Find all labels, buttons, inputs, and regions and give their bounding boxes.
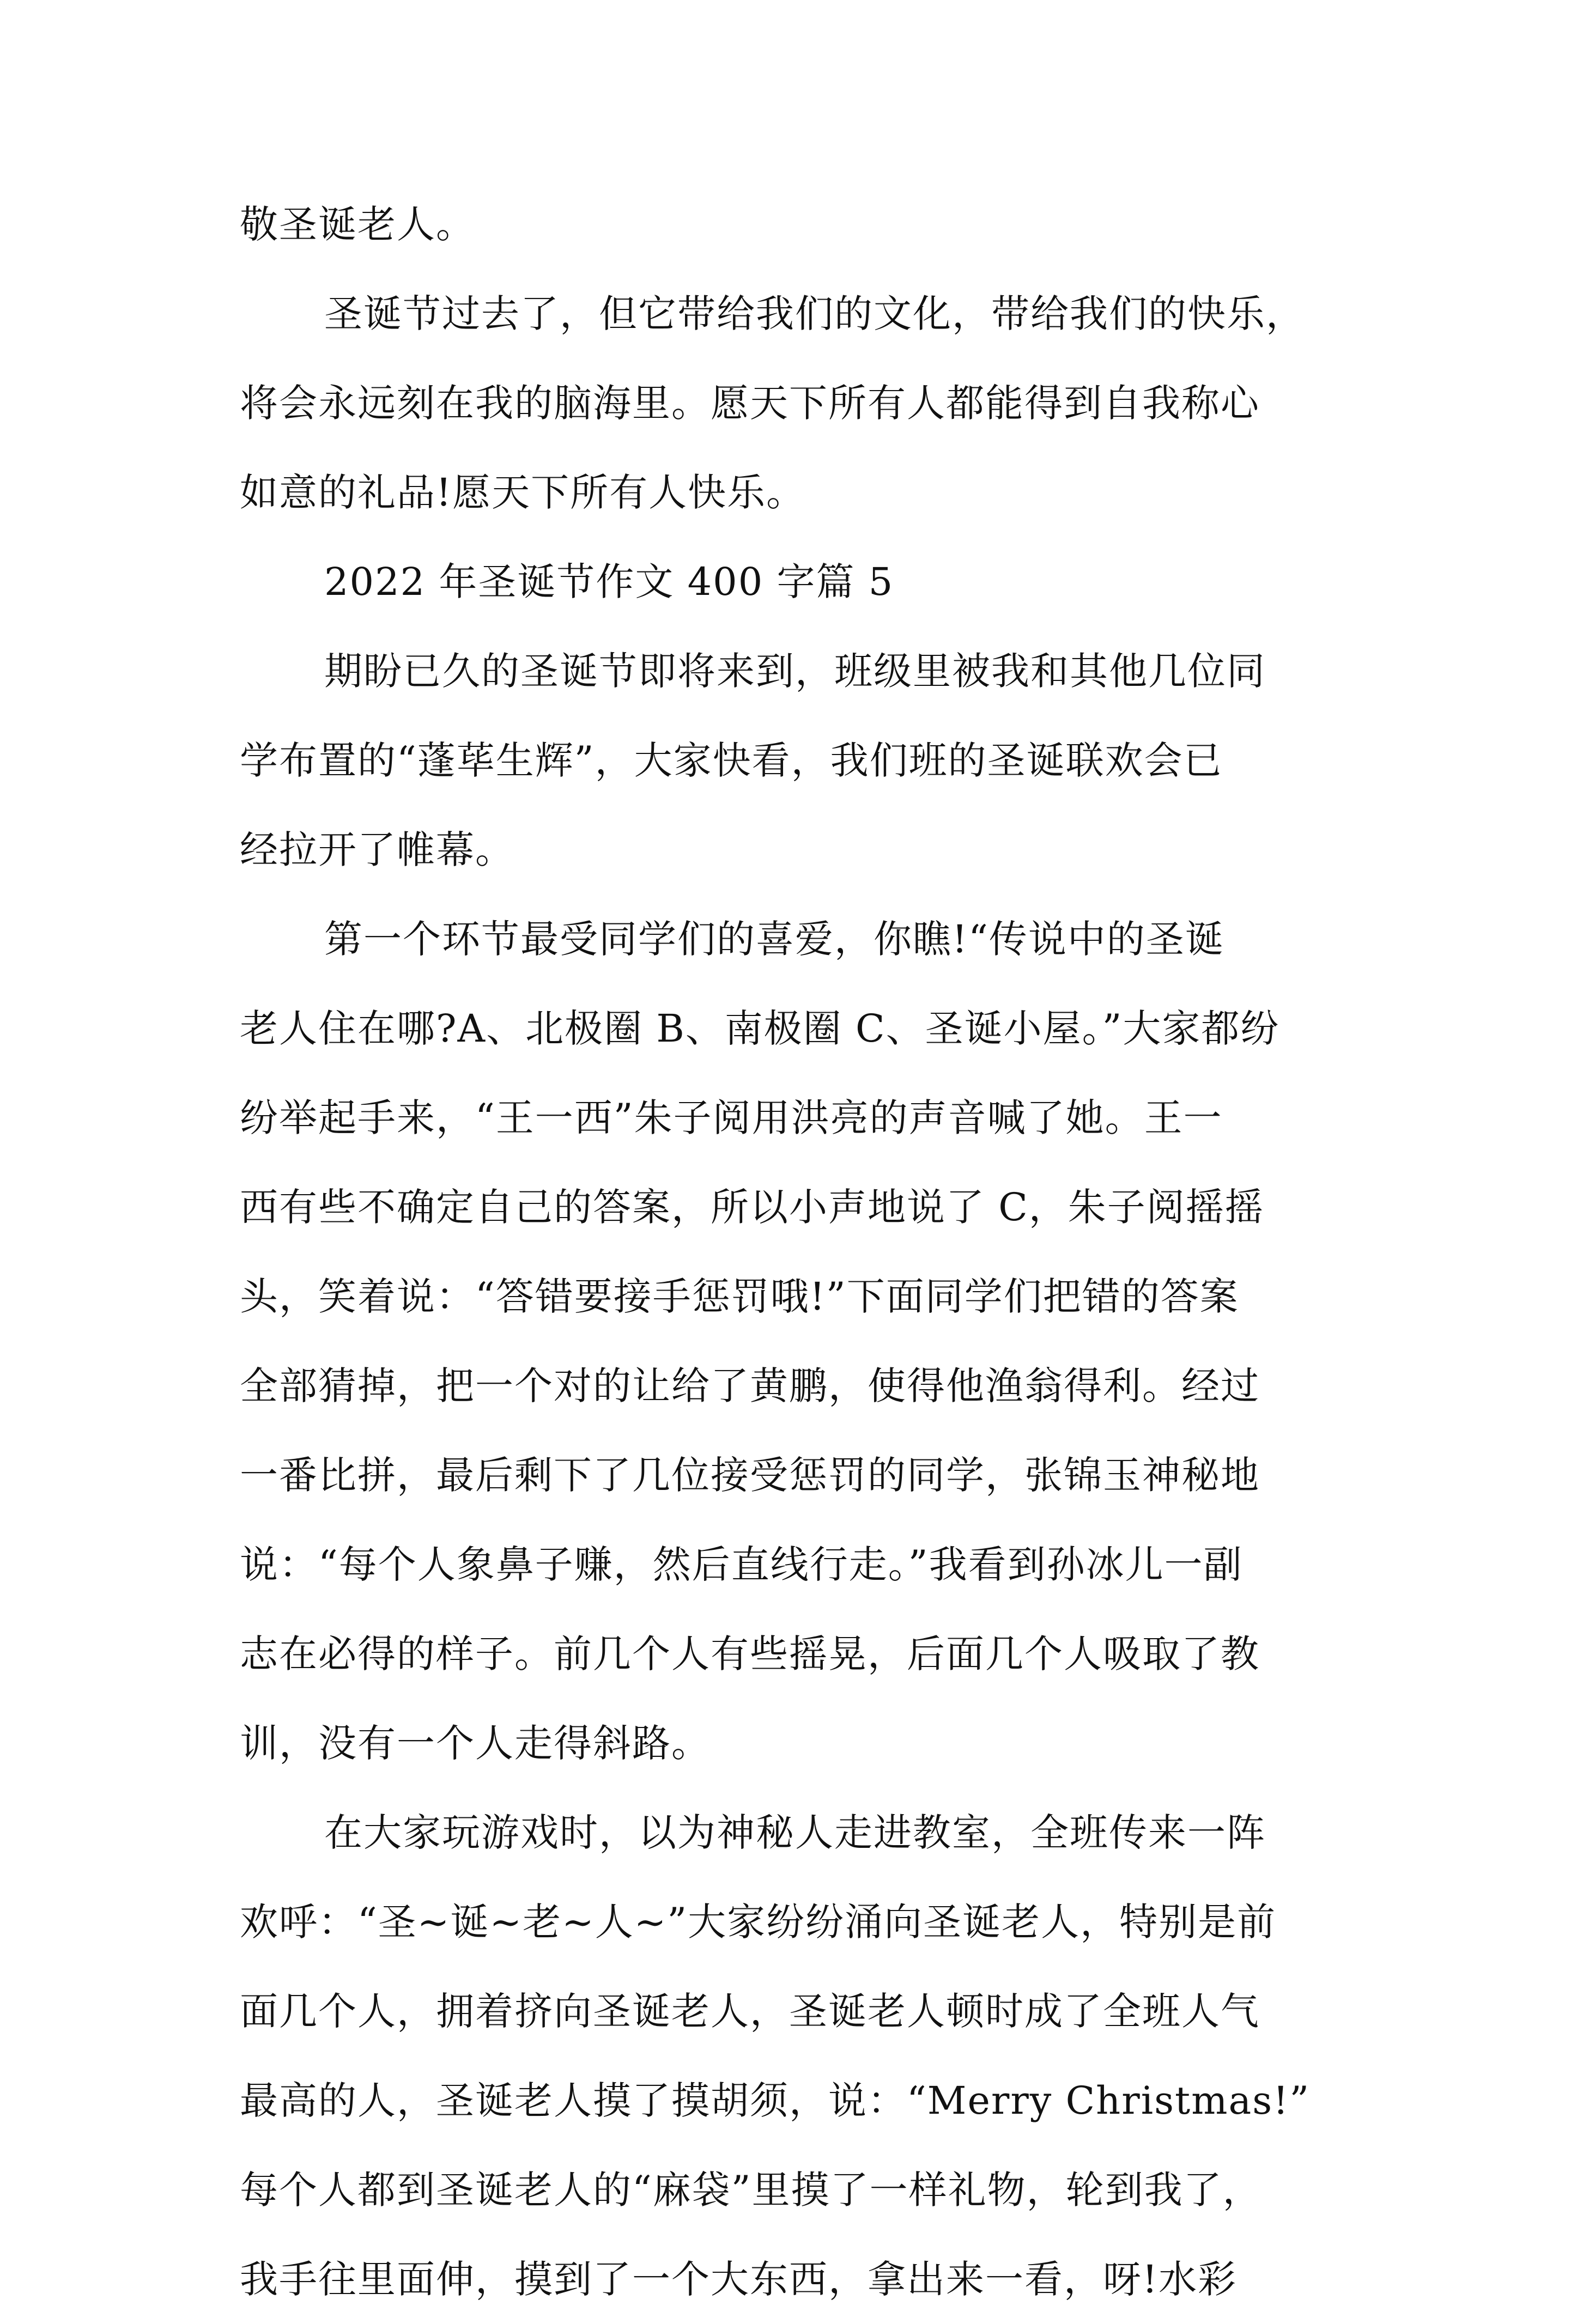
text-line: 第一个环节最受同学们的喜爱，你瞧!“传说中的圣诞: [324, 917, 1224, 962]
text-line: 如意的礼品!愿天下所有人快乐。: [240, 470, 806, 515]
section-heading: 2022 年圣诞节作文 400 字篇 5: [324, 559, 894, 604]
text-line: 最高的人，圣诞老人摸了摸胡须，说：“Merry Christmas!”: [240, 2078, 1311, 2123]
text-line: 经拉开了帷幕。: [240, 828, 514, 872]
text-line: 每个人都到圣诞老人的“麻袋”里摸了一样礼物，轮到我了，: [240, 2168, 1262, 2212]
text-line: 圣诞节过去了，但它带给我们的文化，带给我们的快乐，: [324, 291, 1305, 336]
text-line: 在大家玩游戏时，以为神秘人走进教室，全班传来一阵: [324, 1810, 1266, 1855]
text-line: 期盼已久的圣诞节即将来到，班级里被我和其他几位同: [324, 649, 1266, 693]
text-line: 面几个人，拥着挤向圣诞老人，圣诞老人顿时成了全班人气: [240, 1989, 1260, 2034]
text-line: 敬圣诞老人。: [240, 202, 475, 247]
text-line: 西有些不确定自己的答案，所以小声地说了 C，朱子阅摇摇: [240, 1185, 1264, 1230]
text-line: 志在必得的样子。前几个人有些摇晃，后面几个人吸取了教: [240, 1632, 1260, 1676]
text-line: 全部猜掉，把一个对的让给了黄鹏，使得他渔翁得利。经过: [240, 1364, 1260, 1408]
text-line: 头，笑着说：“答错要接手惩罚哦!”下面同学们把错的答案: [240, 1274, 1239, 1319]
document-body: [240, 180, 1349, 2324]
text-line: 学布置的“蓬荜生辉”，大家快看，我们班的圣诞联欢会已: [240, 738, 1223, 783]
text-line: 将会永远刻在我的脑海里。愿天下所有人都能得到自我称心: [240, 381, 1260, 425]
text-line: 我手往里面伸，摸到了一个大东西，拿出来一看，呀!水彩: [240, 2257, 1238, 2302]
text-line: 说：“每个人象鼻子赚，然后直线行走。”我看到孙冰儿一副: [240, 1542, 1243, 1587]
text-line: 一番比拼，最后剩下了几位接受惩罚的同学，张锦玉神秘地: [240, 1453, 1260, 1498]
text-line: 训，没有一个人走得斜路。: [240, 1721, 711, 1766]
text-line: 纷举起手来，“王一西”朱子阅用洪亮的声音喊了她。王一: [240, 1096, 1223, 1140]
text-line: 老人住在哪?A、北极圈 B、南极圈 C、圣诞小屋。”大家都纷: [240, 1006, 1280, 1051]
text-line: 欢呼：“圣~诞~老~人~”大家纷纷涌向圣诞老人，特别是前: [240, 1900, 1277, 1944]
